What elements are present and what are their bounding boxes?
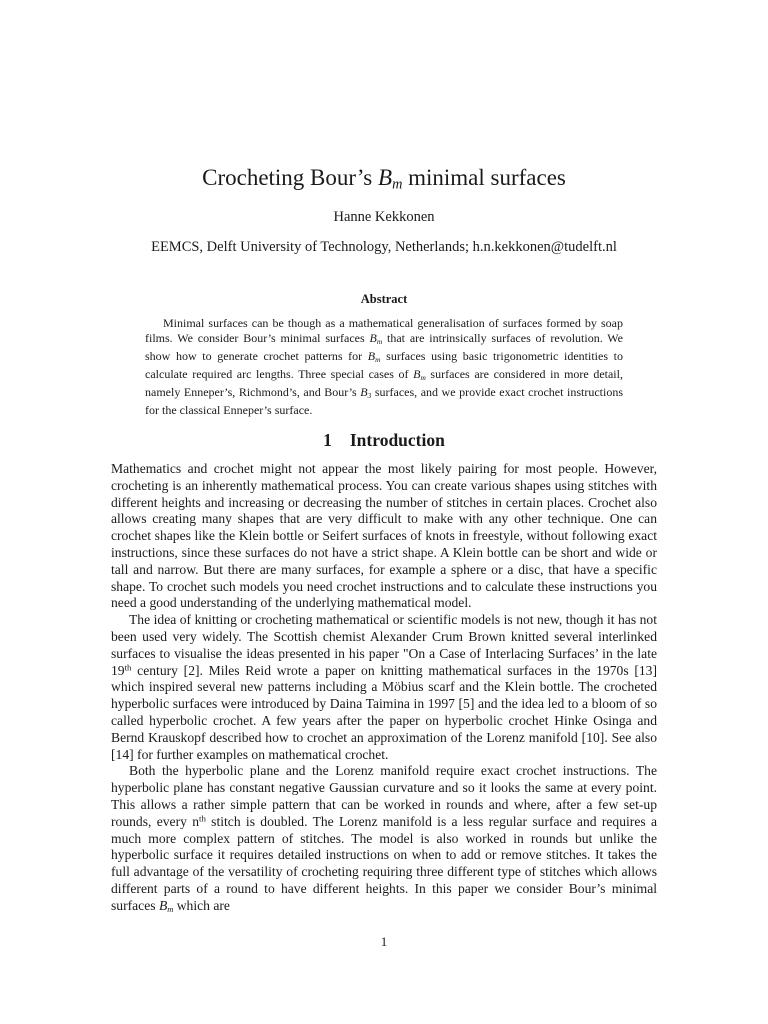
paragraph-3-superscript: th — [199, 813, 206, 824]
title-suffix: minimal surfaces — [402, 165, 566, 190]
title-symbol-subscript: m — [392, 176, 403, 193]
abstract-part-2: that are intrinsically surfaces of revolution. We show how to generate crochet patterns for — [145, 331, 623, 364]
abstract-symbol-4: B — [360, 385, 368, 400]
abstract-part-5: surfaces, and we provide exact crochet instructions for the classical Enneper’s surface. — [145, 385, 623, 418]
paragraph-2-part-b: century [2]. Miles Reid wrote a paper on knitting mathematical surfaces in the 1970s [13] which inspired several new patterns including a Möbius scarf and the Klein bottle. The crocheted hyperbolic surfaces were introduced by Daina Taimina in 1997 [5] and the idea led to a bloom of so called hyperbolic crochet. A few years after the paper on hyperbolic crochet Hinke Osinga and Bernd Krauskopf described how to crochet an approximation of the Lorenz manifold [10]. See also [14] for further examples on mathematical crochet. — [111, 662, 657, 762]
paragraph-3 — [111, 763, 657, 917]
paragraph-1: Mathematics and crochet might not appear the most likely pairing for most people. However, crocheting is an inherently mathematical process. You can create various shapes using stitches with different heights and increasing or decreasing the number of stitches in certain places. Crochet also allows creating many shapes that are very difficult to make with any other technique. One can crochet shapes like the Klein bottle or Seifert surfaces of knots in freestyle, without following exact instructions, since these surfaces do not have a strict shape. A Klein bottle can be short and wide or tall and narrow. But there are many surfaces, for example a sphere or a disc, that have a specific shape. To crochet such models you need crochet instructions and to calculate these instructions you need a good understanding of the underlying mathematical model. — [111, 461, 657, 611]
paragraph-3-symbol-subscript: m — [167, 903, 174, 914]
abstract-symbol-1: B — [369, 331, 377, 346]
paragraph-2 — [111, 612, 657, 763]
abstract-part-1: Minimal surfaces can be though as a mathematical generalisation of surfaces formed by soap films. We consider Bour’s minimal surfaces — [145, 316, 623, 346]
author-name: Hanne Kekkonen — [333, 209, 435, 225]
abstract-text — [145, 316, 623, 419]
paragraph-3-part-a: Both the hyperbolic plane and the Lorenz manifold require exact crochet instructions. The hyperbolic plane has constant negative Gaussian curvature and so it looks the same at every point. This allows a rather simple pattern that can be worked in rounds and where, after a few set-up rounds, every n — [111, 763, 657, 829]
author-affiliation: EEMCS, Delft University of Technology, Netherlands; h.n.kekkonen@tudelft.nl — [151, 239, 617, 255]
body-text — [111, 461, 657, 918]
abstract-symbol-2-subscript: m — [375, 355, 381, 365]
abstract-symbol-1-subscript: m — [376, 337, 383, 347]
title-symbol: B — [378, 165, 393, 190]
paragraph-2-part-a: The idea of knitting or crocheting mathematical or scientific models is not new, though it has not been used very widely. The Scottish chemist Alexander Crum Brown knitted several interlinked surfaces to visualise the ideas presented in his paper "On a Case of Interlacing Surfaces’ in the late 19 — [111, 612, 657, 678]
section-heading — [0, 428, 768, 452]
abstract-part-4: surfaces are considered in more detail, namely Enneper’s, Richmond’s, and Bour’s — [145, 367, 623, 400]
paragraph-3-part-b: stitch is doubled. The Lorenz manifold is a less regular surface and requires a much more complex pattern of stitches. The model is also worked in rounds but unlike the hyperbolic surface it requires detailed instructions on when to add or remove stitches. It takes the full advantage of the versatility of crocheting requiring three different type of stitches which allows different parts of a round to have different heights. In this paper we consider Bour’s minimal surfaces — [111, 813, 657, 913]
paragraph-3-symbol: B — [158, 897, 168, 913]
section-number: 1 — [323, 430, 332, 450]
paper-title — [0, 163, 768, 200]
page-number: 1 — [380, 934, 388, 949]
abstract-symbol-4-subscript: 3 — [367, 391, 372, 401]
abstract-heading: Abstract — [360, 292, 408, 306]
paragraph-3-part-c: which are — [173, 897, 230, 913]
section-title: Introduction — [349, 430, 445, 450]
abstract-symbol-3: B — [413, 367, 421, 382]
abstract-part-3: surfaces using basic trigonometric identities to calculate required arc lengths. Three special cases of — [145, 349, 623, 382]
title-prefix: Crocheting Bour’s — [202, 165, 379, 190]
paragraph-2-superscript: th — [124, 662, 132, 673]
abstract-symbol-3-subscript: m — [420, 373, 426, 383]
abstract-symbol-2: B — [367, 349, 376, 364]
